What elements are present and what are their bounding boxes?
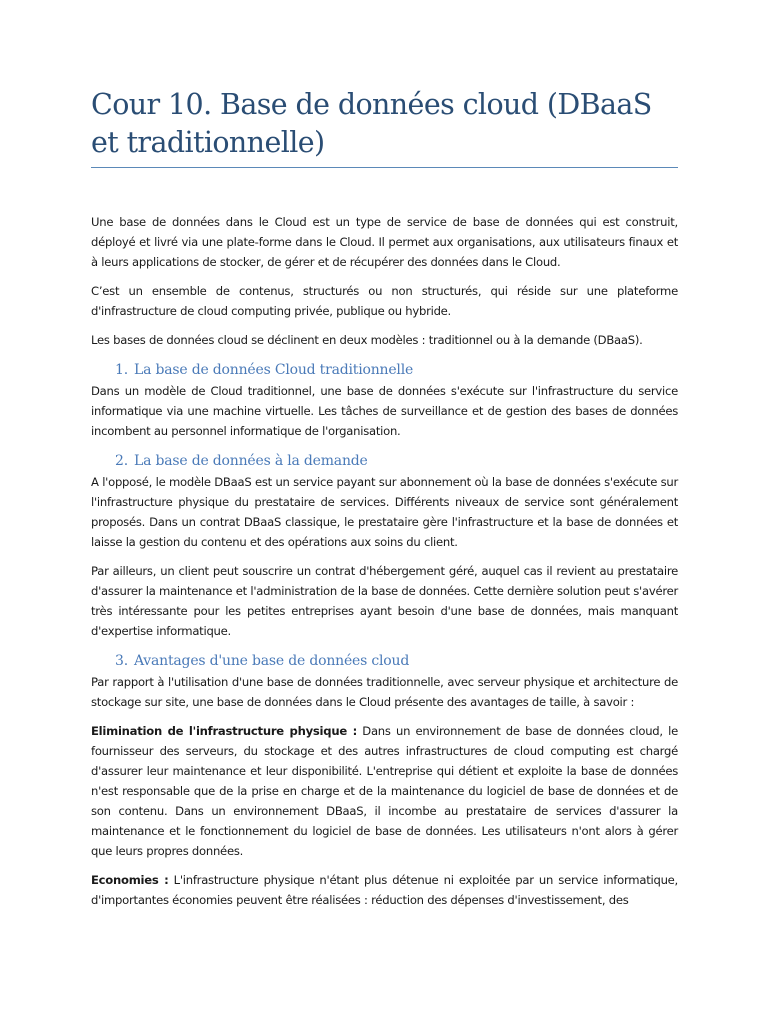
title-underline (91, 167, 678, 168)
section-2-paragraph-2: Par ailleurs, un client peut souscrire un contrat d'hébergement géré, auquel cas il revient au prestataire d'assurer la maintenance et l'administration de la base de données. Cette dernière solution peut s'avérer très intéressante pour les petites entreprises ayant besoin d'une base de données, mais manquant d'expertise informatique. (91, 564, 678, 638)
advantage-1-text: Dans un environnement de base de données cloud, le fournisseur des serveurs, du stockage et des autres infrastructures de cloud computing est chargé d'assurer leur maintenance et leur disponibilité. L'entreprise qui détient et exploite la base de données n'est responsable que de la prise en charge et de la maintenance du logiciel de base de données et de son contenu. Dans un environnement DBaaS, il incombe au prestataire de services d'assurer la maintenance et le fonctionnement du logiciel de base de données. Les utilisateurs n'ont alors à gérer que leurs propres données. (91, 724, 678, 858)
section-3-title: Avantages d'une base de données cloud (133, 653, 410, 669)
advantage-paragraph-2 (91, 870, 678, 910)
document-title: Cour 10. Base de données cloud (DBaaS et traditionnelle) (91, 88, 652, 159)
section-2-number: 2. (115, 453, 128, 469)
document-page (91, 86, 678, 910)
advantage-1-term: Elimination de l'infrastructure physique : (91, 724, 357, 738)
section-2-paragraph-1: A l'opposé, le modèle DBaaS est un service payant sur abonnement où la base de données s'exécute sur l'infrastructure physique du prestataire de services. Différents niveaux de service sont généralement proposés. Dans un contrat DBaaS classique, le prestataire gère l'infrastructure et la base de données et laisse la gestion du contenu et des opérations aux soins du client. (91, 475, 678, 549)
section-1-paragraph-1: Dans un modèle de Cloud traditionnel, une base de données s'exécute sur l'infrastructure du service informatique via une machine virtuelle. Les tâches de surveillance et de gestion des bases de données incombent au personnel informatique de l'organisation. (91, 384, 678, 438)
section-2-heading (115, 450, 678, 472)
section-1-title: La base de données Cloud traditionnelle (133, 362, 414, 378)
section-1-heading (115, 359, 678, 381)
section-2-title: La base de données à la demande (133, 453, 368, 469)
section-3-number: 3. (115, 653, 128, 669)
section-3-heading (115, 650, 678, 672)
advantage-paragraph-1 (91, 721, 678, 861)
advantage-2-term: Economies : (91, 873, 169, 887)
intro-paragraph-3: Les bases de données cloud se déclinent en deux modèles : traditionnel ou à la demande (DBaaS). (91, 333, 643, 347)
intro-paragraph-2: C’est un ensemble de contenus, structurés ou non structurés, qui réside sur une plateforme d'infrastructure de cloud computing privée, publique ou hybride. (91, 284, 678, 318)
intro-paragraph-1: Une base de données dans le Cloud est un type de service de base de données qui est construit, déployé et livré via une plate-forme dans le Cloud. Il permet aux organisations, aux utilisateurs finaux et à leurs applications de stocker, de gérer et de récupérer des données dans le Cloud. (91, 215, 678, 269)
section-1-number: 1. (115, 362, 128, 378)
advantage-2-text: L'infrastructure physique n'étant plus détenue ni exploitée par un service informatique, d'importantes économies peuvent être réalisées : réduction des dépenses d'investissement, des (91, 873, 678, 907)
section-3-intro: Par rapport à l'utilisation d'une base de données traditionnelle, avec serveur physique et architecture de stockage sur site, une base de données dans le Cloud présente des avantages de taille, à savoir : (91, 675, 678, 709)
